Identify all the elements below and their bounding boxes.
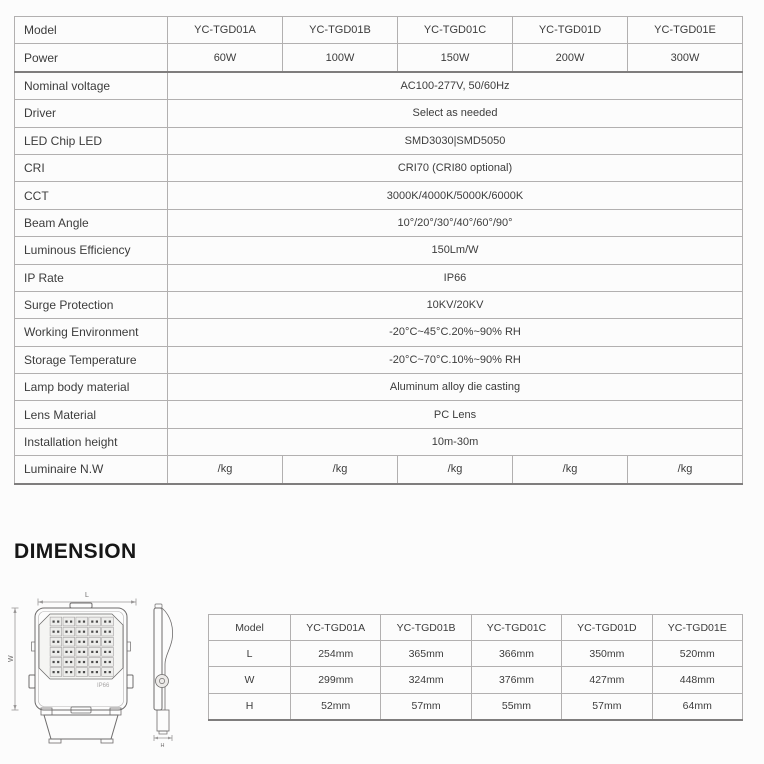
model-cell: YC-TGD01A xyxy=(168,17,283,44)
dimension-table xyxy=(208,614,743,721)
row-label-led-chip: LED Chip LED xyxy=(15,127,168,154)
dimension-l-label: L xyxy=(85,592,89,599)
dim-row-label-l: L xyxy=(209,641,291,667)
row-label-cri: CRI xyxy=(15,154,168,181)
row-value: CRI70 (CRI80 optional) xyxy=(168,154,743,181)
row-value: -20°C~45°C.20%~90% RH xyxy=(168,319,743,346)
model-cell: YC-TGD01B xyxy=(283,17,398,44)
row-label-working-environment: Working Environment xyxy=(15,319,168,346)
table-row xyxy=(15,319,743,346)
dim-header-cell: YC-TGD01B xyxy=(381,615,471,641)
model-cell: YC-TGD01C xyxy=(398,17,513,44)
floodlight-technical-drawing xyxy=(8,586,220,758)
row-label-installation-height: Installation height xyxy=(15,428,168,455)
table-row xyxy=(15,44,743,72)
dimension-w-label: W xyxy=(8,655,15,662)
dim-cell: 448mm xyxy=(652,667,742,693)
specification-table xyxy=(14,16,743,485)
dim-cell: 520mm xyxy=(652,641,742,667)
table-row xyxy=(15,154,743,181)
table-row xyxy=(15,72,743,100)
row-label-model: Model xyxy=(15,17,168,44)
table-row xyxy=(15,237,743,264)
table-row xyxy=(209,615,743,641)
table-row xyxy=(209,667,743,693)
weight-cell: /kg xyxy=(398,456,513,484)
row-value: 10KV/20KV xyxy=(168,291,743,318)
row-label-beam-angle: Beam Angle xyxy=(15,209,168,236)
dim-row-label-h: H xyxy=(209,693,291,720)
table-row xyxy=(15,291,743,318)
weight-cell: /kg xyxy=(283,456,398,484)
dimension-heading: DIMENSION xyxy=(14,540,137,563)
weight-cell: /kg xyxy=(168,456,283,484)
dim-cell: 52mm xyxy=(291,693,381,720)
row-value: 150Lm/W xyxy=(168,237,743,264)
power-cell: 60W xyxy=(168,44,283,72)
row-label-surge-protection: Surge Protection xyxy=(15,291,168,318)
dim-header-cell: YC-TGD01A xyxy=(291,615,381,641)
dim-cell: 350mm xyxy=(562,641,652,667)
table-row xyxy=(15,264,743,291)
table-row xyxy=(209,693,743,720)
row-value: PC Lens xyxy=(168,401,743,428)
row-value: AC100-277V, 50/60Hz xyxy=(168,72,743,100)
row-label-storage-temperature: Storage Temperature xyxy=(15,346,168,373)
weight-cell: /kg xyxy=(628,456,743,484)
side-view-drawing xyxy=(154,604,173,734)
dim-cell: 366mm xyxy=(471,641,561,667)
table-row xyxy=(15,209,743,236)
model-cell: YC-TGD01E xyxy=(628,17,743,44)
row-label-luminaire-nw: Luminaire N.W xyxy=(15,456,168,484)
row-value: IP66 xyxy=(168,264,743,291)
dim-cell: 427mm xyxy=(562,667,652,693)
dim-header-cell: YC-TGD01C xyxy=(471,615,561,641)
weight-cell: /kg xyxy=(513,456,628,484)
table-row xyxy=(15,100,743,127)
power-cell: 300W xyxy=(628,44,743,72)
table-row xyxy=(15,401,743,428)
dimension-h-label: H xyxy=(160,743,165,749)
row-value: 10m-30m xyxy=(168,428,743,455)
row-label-ip-rate: IP Rate xyxy=(15,264,168,291)
dim-cell: 299mm xyxy=(291,667,381,693)
row-value: 3000K/4000K/5000K/6000K xyxy=(168,182,743,209)
dim-cell: 57mm xyxy=(381,693,471,720)
dim-cell: 64mm xyxy=(652,693,742,720)
row-label-lens-material: Lens Material xyxy=(15,401,168,428)
power-cell: 200W xyxy=(513,44,628,72)
height-dimension-line xyxy=(154,735,172,741)
row-label-driver: Driver xyxy=(15,100,168,127)
row-value: SMD3030|SMD5050 xyxy=(168,127,743,154)
row-value: Aluminum alloy die casting xyxy=(168,374,743,401)
table-row xyxy=(15,127,743,154)
model-cell: YC-TGD01D xyxy=(513,17,628,44)
dim-cell: 55mm xyxy=(471,693,561,720)
row-label-nominal-voltage: Nominal voltage xyxy=(15,72,168,100)
ip-rating-label: IP66 xyxy=(97,683,110,689)
dim-header-model: Model xyxy=(209,615,291,641)
power-cell: 100W xyxy=(283,44,398,72)
dim-cell: 324mm xyxy=(381,667,471,693)
row-label-cct: CCT xyxy=(15,182,168,209)
length-dimension-line xyxy=(38,599,136,606)
table-row xyxy=(15,346,743,373)
table-row xyxy=(15,374,743,401)
row-label-power: Power xyxy=(15,44,168,72)
dim-header-cell: YC-TGD01E xyxy=(652,615,742,641)
table-row xyxy=(15,456,743,484)
table-row xyxy=(209,641,743,667)
row-value: Select as needed xyxy=(168,100,743,127)
row-label-lamp-body-material: Lamp body material xyxy=(15,374,168,401)
row-label-luminous-efficiency: Luminous Efficiency xyxy=(15,237,168,264)
dim-row-label-w: W xyxy=(209,667,291,693)
dim-header-cell: YC-TGD01D xyxy=(562,615,652,641)
dim-cell: 365mm xyxy=(381,641,471,667)
table-row xyxy=(15,17,743,44)
dim-cell: 376mm xyxy=(471,667,561,693)
row-value: 10°/20°/30°/40°/60°/90° xyxy=(168,209,743,236)
power-cell: 150W xyxy=(398,44,513,72)
table-row xyxy=(15,428,743,455)
table-row xyxy=(15,182,743,209)
dim-cell: 254mm xyxy=(291,641,381,667)
dim-cell: 57mm xyxy=(562,693,652,720)
row-value: -20°C~70°C.10%~90% RH xyxy=(168,346,743,373)
